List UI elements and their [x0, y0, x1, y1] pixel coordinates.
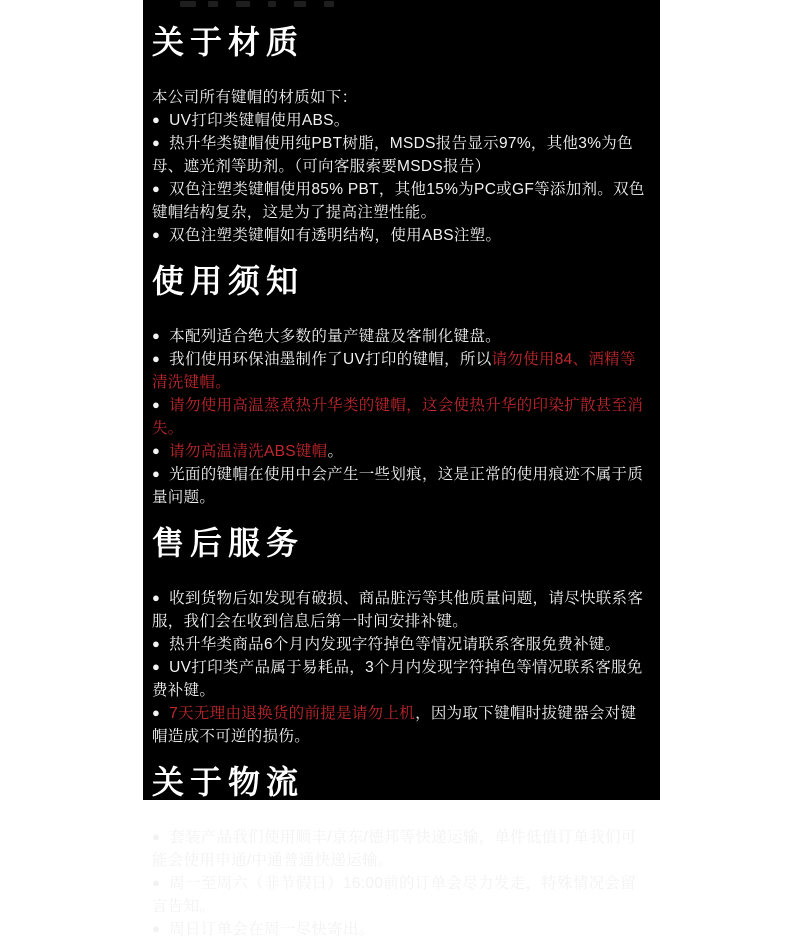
content-panel [143, 0, 660, 938]
bullet-icon: ● [152, 466, 161, 481]
text-segment: UV打印类键帽使用ABS。 [169, 112, 350, 129]
text-segment: ，因为取下键帽时拔键器会对键帽造成不可逆的损伤。 [152, 705, 637, 745]
section-title: 关于物流 [152, 764, 305, 800]
text-segment: 收到货物后如发现有破损、商品脏污等其他质量问题，请尽快联系客服，我们会在收到信息后第一时间安排补键。 [152, 590, 644, 630]
sections-container [152, 24, 648, 941]
bullet-icon: ● [152, 181, 161, 196]
warning-text-segment: 请勿使用高温蒸煮热升华类的键帽，这会使热升华的印染扩散甚至消失。 [152, 397, 644, 437]
bullet-icon: ● [152, 659, 161, 674]
cutoff-glyph-mark [236, 1, 250, 7]
bullet-icon: ● [152, 112, 161, 127]
text-segment: UV打印类产品属于易耗品，3个月内发现字符掉色等情况联系客服免费补键。 [152, 659, 643, 699]
cutoff-text-fragment [152, 0, 648, 8]
text-segment: 双色注塑类键帽使用85% PBT，其他15%为PC或GF等添加剂。双色键帽结构复杂，这是为了提高注塑性能。 [152, 181, 645, 221]
warning-text-segment: 请勿使用84、酒精等清洗键帽。 [152, 351, 636, 391]
list-item [152, 872, 648, 918]
section-title: 售后服务 [152, 525, 305, 561]
text-segment: 热升华类商品6个月内发现字符掉色等情况请联系客服免费补键。 [169, 636, 621, 653]
bullet-icon: ● [152, 328, 161, 343]
text-segment: 。 [327, 443, 344, 460]
list-item [152, 440, 648, 463]
list-item [152, 702, 648, 748]
bullet-icon: ● [152, 875, 161, 890]
section-title: 关于材质 [152, 24, 305, 60]
list-item [152, 656, 648, 702]
cutoff-glyph-mark [268, 1, 276, 7]
text-segment: 我们使用环保油墨制作了UV打印的键帽，所以 [169, 351, 492, 368]
list-item [152, 224, 648, 247]
list-item [152, 463, 648, 509]
section [152, 525, 648, 748]
section-title: 使用须知 [152, 263, 305, 299]
bullet-icon: ● [152, 590, 161, 605]
bullet-icon: ● [152, 443, 161, 458]
text-segment: 本配列适合绝大多数的量产键盘及客制化键盘。 [169, 328, 501, 345]
section [152, 764, 648, 941]
list-item [152, 132, 648, 178]
cutoff-glyph-mark [324, 1, 334, 7]
list-item [152, 86, 648, 109]
text-segment: 套装产品我们使用顺丰/京东/德邦等快递运输，单件低值订单我们可能会使用申通/中通普通快递运输。 [152, 829, 637, 869]
warning-text-segment: 7天无理由退换货的前提是请勿上机 [169, 705, 416, 722]
cutoff-glyph-mark [180, 1, 196, 7]
text-segment: 本公司所有键帽的材质如下： [152, 89, 358, 106]
text-segment: 周一至周六（非节假日）16:00前的订单会尽力发走，特殊情况会留言告知。 [152, 875, 637, 915]
bullet-icon: ● [152, 135, 161, 150]
text-segment: 双色注塑类键帽如有透明结构，使用ABS注塑。 [169, 227, 502, 244]
list-item [152, 109, 648, 132]
bullet-icon: ● [152, 636, 161, 651]
bullet-icon: ● [152, 397, 161, 412]
bullet-icon: ● [152, 227, 161, 242]
bullet-icon: ● [152, 921, 161, 936]
list-item [152, 348, 648, 394]
bullet-icon: ● [152, 351, 161, 366]
list-item [152, 633, 648, 656]
cutoff-glyph-mark [208, 1, 218, 7]
warning-text-segment: 请勿高温清洗ABS键帽 [169, 443, 328, 460]
section [152, 24, 648, 247]
list-item [152, 826, 648, 872]
text-segment: 光面的键帽在使用中会产生一些划痕，这是正常的使用痕迹不属于质量问题。 [152, 466, 644, 506]
section [152, 263, 648, 509]
text-segment: 周日订单会在周一尽快寄出。 [169, 921, 375, 938]
cutoff-glyph-mark [294, 1, 306, 7]
list-item [152, 587, 648, 633]
list-item [152, 178, 648, 224]
bullet-icon: ● [152, 829, 161, 844]
list-item [152, 394, 648, 440]
list-item [152, 918, 648, 941]
text-segment: 热升华类键帽使用纯PBT树脂，MSDS报告显示97%，其他3%为色母、遮光剂等助剂。（可向客服索要MSDS报告） [152, 135, 633, 175]
bullet-icon: ● [152, 705, 161, 720]
list-item [152, 325, 648, 348]
